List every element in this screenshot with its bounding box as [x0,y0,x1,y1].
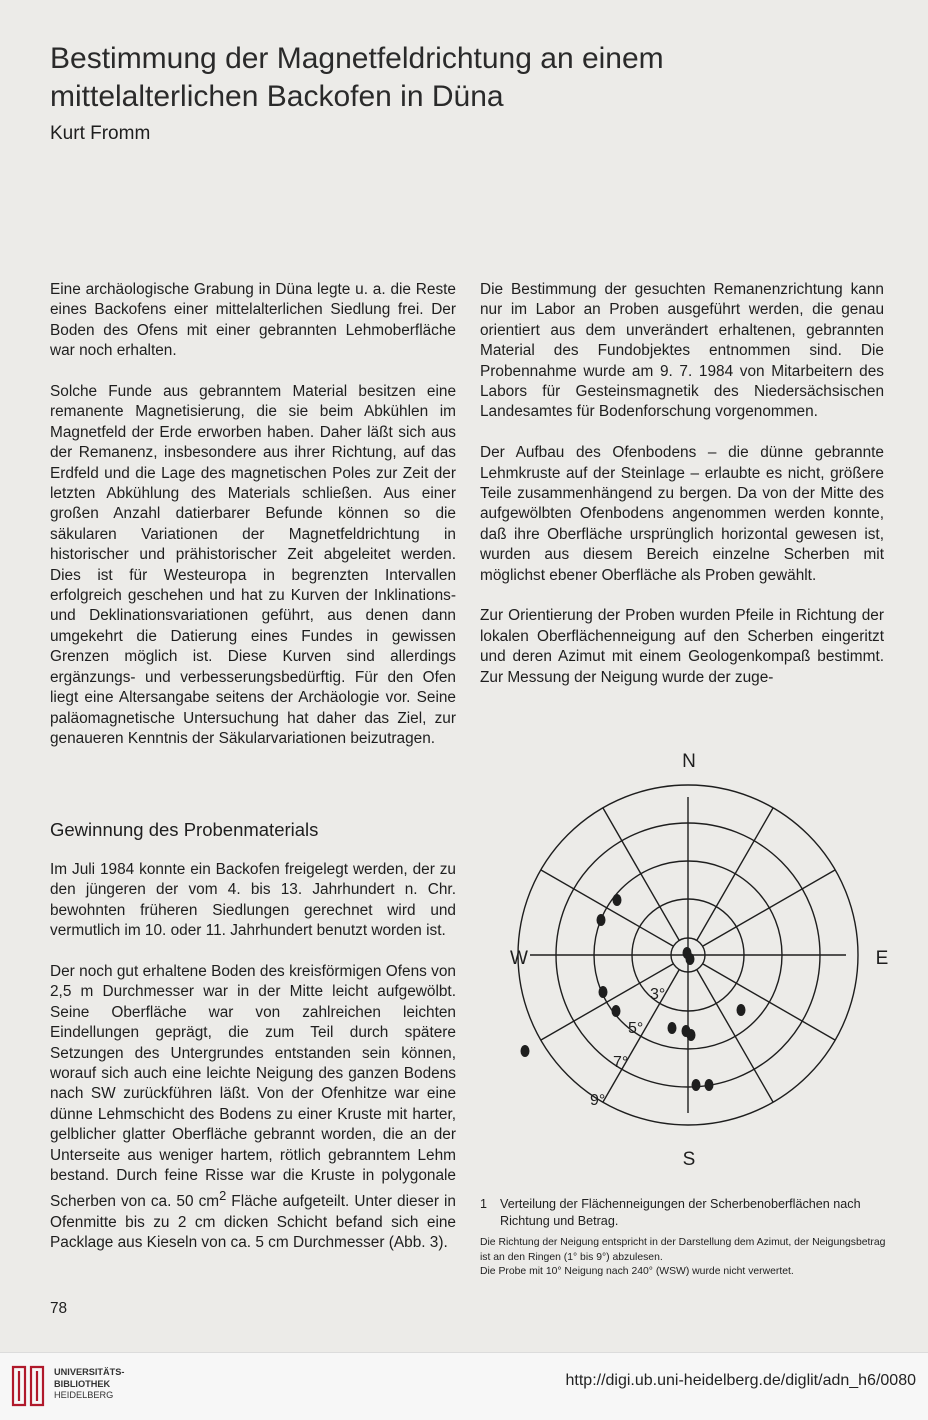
footer-bar [0,1352,928,1420]
data-point [613,894,622,906]
compass-east: E [875,948,889,969]
figure-polar-diagram [500,745,910,1175]
paragraph-remanence: Solche Funde aus gebranntem Material besitzen eine remanente Magnetisierung, die sie beim Abkühlen im Magnetfeld der Erde erworben haben. Daher läßt sich aus der Remanenz, insbesondere aus ihrer Richtung, auf das Erdfeld und die Lage des magnetischen Poles zur Zeit der letzten Abkühlung des Materials schließen. Aus einer großen Anzahl datierbarer Befunde können so die säkularen Variationen der Magnetfeldrichtung in historischer und prähistorischer Zeit abgeleitet werden. Dies ist für Westeuropa in begrenzten Intervallen erfolgreich geschehen und hat zu Kurven der Inklinations- und Deklinationsvariationen geführt, aus denen dann umgekehrt die Datierung eines Fundes in gewissen Grenzen möglich ist. Diese Kurven sind allerdings ergänzungs- und verbesserungsbedürftig. Für den Ofen liegt eine Altersangabe seitens der Archäologie vor. Seine paläomagnetische Untersuchung hat daher das Ziel, zur genaueren Kenntnis der Säkularvariationen beizutragen. [50,383,456,747]
figure-note-1: Die Richtung der Neigung entspricht in der Darstellung dem Azimut, der Neigungsbetrag ist an den Ringen (1° bis 9°) abzulesen. [480,1237,886,1263]
source-url-link[interactable]: http://digi.ub.uni-heidelberg.de/diglit/adn_h6/0080 [565,1372,916,1389]
section-heading: Gewinnung des Probenmaterials [50,819,319,840]
paragraph-orientation: Zur Orientierung der Proben wurden Pfeile in Richtung der lokalen Oberflächenneigung auf den Scherben eingeritzt und deren Azimut mit einem Geologenkompaß bestimmt. Zur Messung der Neigung wurde der zuge- [480,607,884,686]
article-title: Bestimmung der Magnetfeldrichtung an einem mittelalterlichen Backofen in Düna [50,42,664,113]
superscript: 2 [219,1188,227,1204]
compass-south: S [682,1149,696,1170]
data-point [687,1029,696,1041]
article-author: Kurt Fromm [50,123,151,144]
figure-note-2: Die Probe mit 10° Neigung nach 240° (WSW) wurde nicht verwertet. [480,1266,794,1278]
data-point [597,914,606,926]
paragraph-intro: Eine archäologische Grabung in Düna legte u. a. die Reste eines Backofens einer mittelalterlichen Siedlung frei. Der Boden des Ofens mit einer gebrannten Lehmoberfläche war noch erhalten. [50,281,456,360]
data-point [692,1079,701,1091]
data-point [668,1022,677,1034]
library-name-line2: BIBLIOTHEK [54,1378,111,1389]
right-column [480,280,884,708]
library-logo-icon [10,1361,46,1411]
oven-text-part1: Der noch gut erhaltene Boden des kreisförmigen Ofens von 2,5 m Durchmesser war in der Mitte leicht aufgewölbt. Seine Oberfläche war von zahlreichen leichten Eindellungen geprägt, die zum Teil durch spätere Setzungen des Untergrundes entstanden sein können, worauf sich auch eine leichte Neigung des ganzen Bodens nach SW zurückführen läßt. Von der Ofenhitze war eine dünne Lehmschicht des Bodens zu einer Kruste mit harter, gelblicher glatter Oberfläche gebrannt worden, die an der Unterseite aus weniger hartem, rötlich gebranntem Lehm bestand. Durch feine Risse war die Kruste in polygonale Scherben von ca. 50 cm [50,963,456,1211]
page-number: 78 [50,1300,68,1317]
library-name [54,1367,124,1402]
ring-label-5: 5° [628,1020,644,1037]
data-point [521,1045,530,1057]
paragraph-structure: Der Aufbau des Ofenbodens – die dünne gebrannte Lehmkruste auf der Steinlage – erlaubte es nicht, größere Teile zusammenhängend zu bergen. Da von der Mitte des aufgewölbten Ofenbodens angenommen werden konnte, daß ihre Oberfläche ursprünglich horizontal gewesen ist, wurden aus diesem Bereich einzelne Scherben mit möglichst ebener Oberfläche als Proben gewählt. [480,444,884,584]
library-name-line3: HEIDELBERG [54,1390,114,1400]
polar-diagram-svg [500,745,910,1175]
compass-north: N [682,751,696,772]
data-point [705,1079,714,1091]
left-column [50,280,456,770]
library-name-line1: UNIVERSITÄTS- [54,1367,125,1377]
data-point [612,1005,621,1017]
data-point [686,953,695,965]
paragraph-oven-floor [50,962,456,1254]
figure-notes [480,1236,890,1280]
compass-west: W [510,948,528,969]
data-point [737,1004,746,1016]
figure-caption-title: Verteilung der Flächenneigungen der Scherbenoberflächen nach Richtung und Betrag. [500,1197,861,1228]
paragraph-excavation: Im Juli 1984 konnte ein Backofen freigelegt werden, der zu den jüngeren der vom 4. bis 13. Jahrhundert n. Chr. bewohnten früheren Siedlungen gerechnet wird und vermutlich im 10. oder 11. Jahrhundert benutzt worden ist. [50,861,456,940]
oven-text-part2: Fläche aufgeteilt. Unter dieser in Ofenmitte bis zu 2 cm dicken Schicht befand sich eine Packlage aus Kieseln von ca. 5 cm Durchmesser (Abb. 3). [50,1193,456,1252]
ring-label-9: 9° [590,1092,606,1109]
left-column-section [50,860,456,1274]
data-point [599,986,608,998]
paragraph-lab: Die Bestimmung der gesuchten Remanenzrichtung kann nur im Labor an Proben ausgeführt werden, die genau orientiert aus dem unverändert erhaltenen, gebrannten Material des Fundobjektes entnommen sind. Die Probennahme wurde am 9. 7. 1984 von Mitarbeitern des Labors für Gesteinsmagnetik des Niedersächsischen Landesamtes für Bodenforschung vorgenommen. [480,281,884,421]
ring-label-3: 3° [650,986,666,1003]
ring-label-7: 7° [613,1054,629,1071]
figure-number: 1 [480,1197,488,1211]
